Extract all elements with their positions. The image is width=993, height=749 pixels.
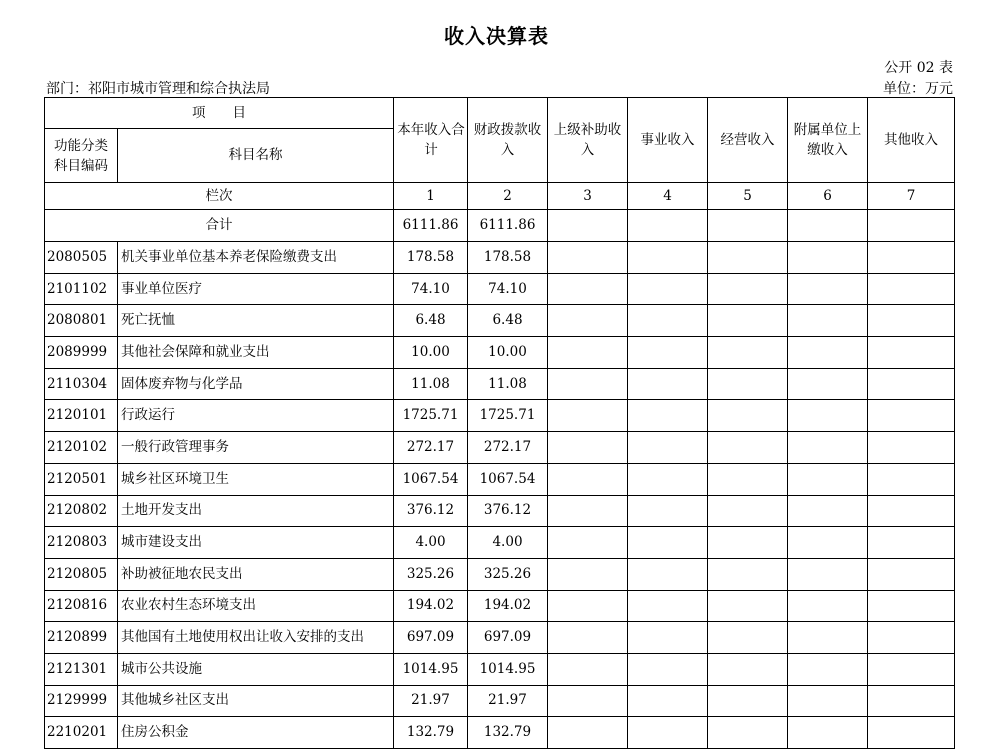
- column-number-label: 栏次: [45, 183, 394, 210]
- amount-cell: [788, 590, 868, 622]
- subject-code: 2129999: [45, 685, 118, 717]
- amount-cell: [788, 273, 868, 305]
- amount-cell: 10.00: [394, 337, 468, 369]
- subject-code: 2120899: [45, 622, 118, 654]
- amount-cell: [788, 400, 868, 432]
- total-value: 6111.86: [394, 210, 468, 242]
- amount-cell: 697.09: [468, 622, 548, 654]
- table-row: [45, 463, 955, 495]
- total-value: [868, 210, 955, 242]
- amount-cell: [548, 495, 628, 527]
- amount-cell: 272.17: [394, 432, 468, 464]
- amount-cell: [708, 495, 788, 527]
- amount-cell: [868, 622, 955, 654]
- subject-name: 机关事业单位基本养老保险缴费支出: [118, 242, 394, 274]
- subject-code: 2080801: [45, 305, 118, 337]
- amount-cell: [788, 495, 868, 527]
- amount-cell: [548, 527, 628, 559]
- amount-cell: [548, 717, 628, 749]
- amount-cell: [788, 432, 868, 464]
- amount-cell: 178.58: [394, 242, 468, 274]
- amount-cell: 376.12: [468, 495, 548, 527]
- amount-cell: [788, 337, 868, 369]
- amount-cell: 272.17: [468, 432, 548, 464]
- subject-code: 2120101: [45, 400, 118, 432]
- amount-cell: [788, 717, 868, 749]
- amount-cell: [548, 400, 628, 432]
- amount-cell: 11.08: [394, 368, 468, 400]
- code-header: 功能分类科目编码: [45, 129, 118, 183]
- amount-cell: 376.12: [394, 495, 468, 527]
- table-number: 公开 02 表: [884, 60, 953, 76]
- column-number: 2: [468, 183, 548, 210]
- subject-code: 2110304: [45, 368, 118, 400]
- amount-cell: [628, 242, 708, 274]
- amount-cell: [548, 242, 628, 274]
- amount-cell: [868, 463, 955, 495]
- subject-code: 2120803: [45, 527, 118, 559]
- amount-cell: [788, 622, 868, 654]
- subject-name: 土地开发支出: [118, 495, 394, 527]
- amount-cell: [868, 717, 955, 749]
- subject-name: 城乡社区环境卫生: [118, 463, 394, 495]
- amount-cell: [628, 527, 708, 559]
- amount-cell: 1014.95: [394, 653, 468, 685]
- amount-cell: 1067.54: [394, 463, 468, 495]
- amount-cell: 74.10: [468, 273, 548, 305]
- subject-name: 事业单位医疗: [118, 273, 394, 305]
- amount-cell: [548, 463, 628, 495]
- name-header: 科目名称: [118, 129, 394, 183]
- col-header-operating: 经营收入: [708, 98, 788, 183]
- column-number: 7: [868, 183, 955, 210]
- subject-name: 城市公共设施: [118, 653, 394, 685]
- table-row: [45, 432, 955, 464]
- amount-cell: [868, 495, 955, 527]
- amount-cell: [628, 622, 708, 654]
- amount-cell: [548, 653, 628, 685]
- total-row: [45, 210, 955, 242]
- amount-cell: [708, 273, 788, 305]
- amount-cell: [868, 368, 955, 400]
- amount-cell: [628, 337, 708, 369]
- amount-cell: [708, 685, 788, 717]
- total-value: [788, 210, 868, 242]
- col-header-other: 其他收入: [868, 98, 955, 183]
- amount-cell: 74.10: [394, 273, 468, 305]
- amount-cell: 4.00: [468, 527, 548, 559]
- amount-cell: 178.58: [468, 242, 548, 274]
- table-row: [45, 368, 955, 400]
- amount-cell: [628, 368, 708, 400]
- amount-cell: [548, 558, 628, 590]
- total-value: [548, 210, 628, 242]
- subject-code: 2120102: [45, 432, 118, 464]
- amount-cell: [708, 558, 788, 590]
- amount-cell: [548, 368, 628, 400]
- amount-cell: 132.79: [394, 717, 468, 749]
- table-row: [45, 558, 955, 590]
- amount-cell: [868, 685, 955, 717]
- amount-cell: 1014.95: [468, 653, 548, 685]
- amount-cell: [628, 590, 708, 622]
- subject-code: 2121301: [45, 653, 118, 685]
- col-header-superior: 上级补助收入: [548, 98, 628, 183]
- amount-cell: [548, 622, 628, 654]
- table-row: [45, 337, 955, 369]
- subject-name: 补助被征地农民支出: [118, 558, 394, 590]
- column-number: 5: [708, 183, 788, 210]
- amount-cell: [868, 653, 955, 685]
- amount-cell: [548, 685, 628, 717]
- amount-cell: 6.48: [468, 305, 548, 337]
- total-value: 6111.86: [468, 210, 548, 242]
- amount-cell: 1725.71: [468, 400, 548, 432]
- subject-name: 行政运行: [118, 400, 394, 432]
- amount-cell: 21.97: [468, 685, 548, 717]
- subject-code: 2120802: [45, 495, 118, 527]
- column-number: 1: [394, 183, 468, 210]
- amount-cell: [868, 558, 955, 590]
- subject-code: 2120816: [45, 590, 118, 622]
- column-number-row: [45, 183, 955, 210]
- table-row: [45, 242, 955, 274]
- amount-cell: [868, 527, 955, 559]
- amount-cell: 1067.54: [468, 463, 548, 495]
- subject-name: 死亡抚恤: [118, 305, 394, 337]
- amount-cell: 1725.71: [394, 400, 468, 432]
- total-value: [628, 210, 708, 242]
- subject-name: 其他社会保障和就业支出: [118, 337, 394, 369]
- col-header-business: 事业收入: [628, 98, 708, 183]
- amount-cell: [868, 305, 955, 337]
- amount-cell: [628, 685, 708, 717]
- amount-cell: [708, 337, 788, 369]
- amount-cell: [868, 432, 955, 464]
- column-number: 4: [628, 183, 708, 210]
- amount-cell: 194.02: [394, 590, 468, 622]
- amount-cell: [708, 242, 788, 274]
- amount-cell: [868, 273, 955, 305]
- unit-label: 单位：万元: [883, 81, 953, 97]
- table-row: [45, 527, 955, 559]
- table-row: [45, 653, 955, 685]
- amount-cell: [868, 590, 955, 622]
- table-row: [45, 305, 955, 337]
- subject-code: 2120805: [45, 558, 118, 590]
- amount-cell: [788, 527, 868, 559]
- amount-cell: [708, 590, 788, 622]
- subject-code: 2210201: [45, 717, 118, 749]
- amount-cell: 132.79: [468, 717, 548, 749]
- subject-code: 2120501: [45, 463, 118, 495]
- table-row: [45, 685, 955, 717]
- table-row: [45, 622, 955, 654]
- amount-cell: [548, 432, 628, 464]
- total-label: 合计: [45, 210, 394, 242]
- amount-cell: 10.00: [468, 337, 548, 369]
- amount-cell: [628, 463, 708, 495]
- amount-cell: [708, 717, 788, 749]
- amount-cell: [708, 622, 788, 654]
- amount-cell: [788, 242, 868, 274]
- amount-cell: 21.97: [394, 685, 468, 717]
- amount-cell: [708, 305, 788, 337]
- subject-name: 农业农村生态环境支出: [118, 590, 394, 622]
- column-number: 3: [548, 183, 628, 210]
- table-row: [45, 400, 955, 432]
- col-header-total: 本年收入合计: [394, 98, 468, 183]
- amount-cell: [628, 273, 708, 305]
- table-row: [45, 717, 955, 749]
- subject-name: 一般行政管理事务: [118, 432, 394, 464]
- amount-cell: [548, 305, 628, 337]
- amount-cell: 194.02: [468, 590, 548, 622]
- amount-cell: [548, 337, 628, 369]
- amount-cell: [628, 495, 708, 527]
- subject-code: 2080505: [45, 242, 118, 274]
- amount-cell: [708, 527, 788, 559]
- amount-cell: [788, 685, 868, 717]
- department-label: 部门：祁阳市城市管理和综合执法局: [46, 81, 270, 97]
- amount-cell: [788, 368, 868, 400]
- amount-cell: [788, 305, 868, 337]
- amount-cell: 11.08: [468, 368, 548, 400]
- amount-cell: [868, 400, 955, 432]
- header-row-1: [45, 98, 955, 129]
- amount-cell: 6.48: [394, 305, 468, 337]
- amount-cell: [788, 463, 868, 495]
- subject-name: 其他国有土地使用权出让收入安排的支出: [118, 622, 394, 654]
- col-header-fiscal: 财政拨款收入: [468, 98, 548, 183]
- amount-cell: 697.09: [394, 622, 468, 654]
- income-table: [44, 97, 955, 749]
- amount-cell: [628, 400, 708, 432]
- subject-name: 住房公积金: [118, 717, 394, 749]
- amount-cell: [548, 590, 628, 622]
- column-number: 6: [788, 183, 868, 210]
- total-value: [708, 210, 788, 242]
- amount-cell: 4.00: [394, 527, 468, 559]
- subject-code: 2089999: [45, 337, 118, 369]
- amount-cell: 325.26: [394, 558, 468, 590]
- amount-cell: [628, 305, 708, 337]
- amount-cell: [788, 558, 868, 590]
- table-row: [45, 273, 955, 305]
- amount-cell: [708, 653, 788, 685]
- col-header-affiliated: 附属单位上缴收入: [788, 98, 868, 183]
- amount-cell: [788, 653, 868, 685]
- amount-cell: [628, 432, 708, 464]
- amount-cell: [708, 368, 788, 400]
- amount-cell: [708, 463, 788, 495]
- amount-cell: [868, 242, 955, 274]
- table-row: [45, 590, 955, 622]
- amount-cell: [548, 273, 628, 305]
- subject-name: 固体废弃物与化学品: [118, 368, 394, 400]
- amount-cell: [628, 653, 708, 685]
- amount-cell: [628, 558, 708, 590]
- amount-cell: [708, 400, 788, 432]
- subject-name: 其他城乡社区支出: [118, 685, 394, 717]
- subject-name: 城市建设支出: [118, 527, 394, 559]
- amount-cell: [708, 432, 788, 464]
- item-header: 项 目: [45, 98, 394, 129]
- report-title: 收入决算表: [444, 24, 549, 48]
- amount-cell: [868, 337, 955, 369]
- table-row: [45, 495, 955, 527]
- amount-cell: [628, 717, 708, 749]
- subject-code: 2101102: [45, 273, 118, 305]
- amount-cell: 325.26: [468, 558, 548, 590]
